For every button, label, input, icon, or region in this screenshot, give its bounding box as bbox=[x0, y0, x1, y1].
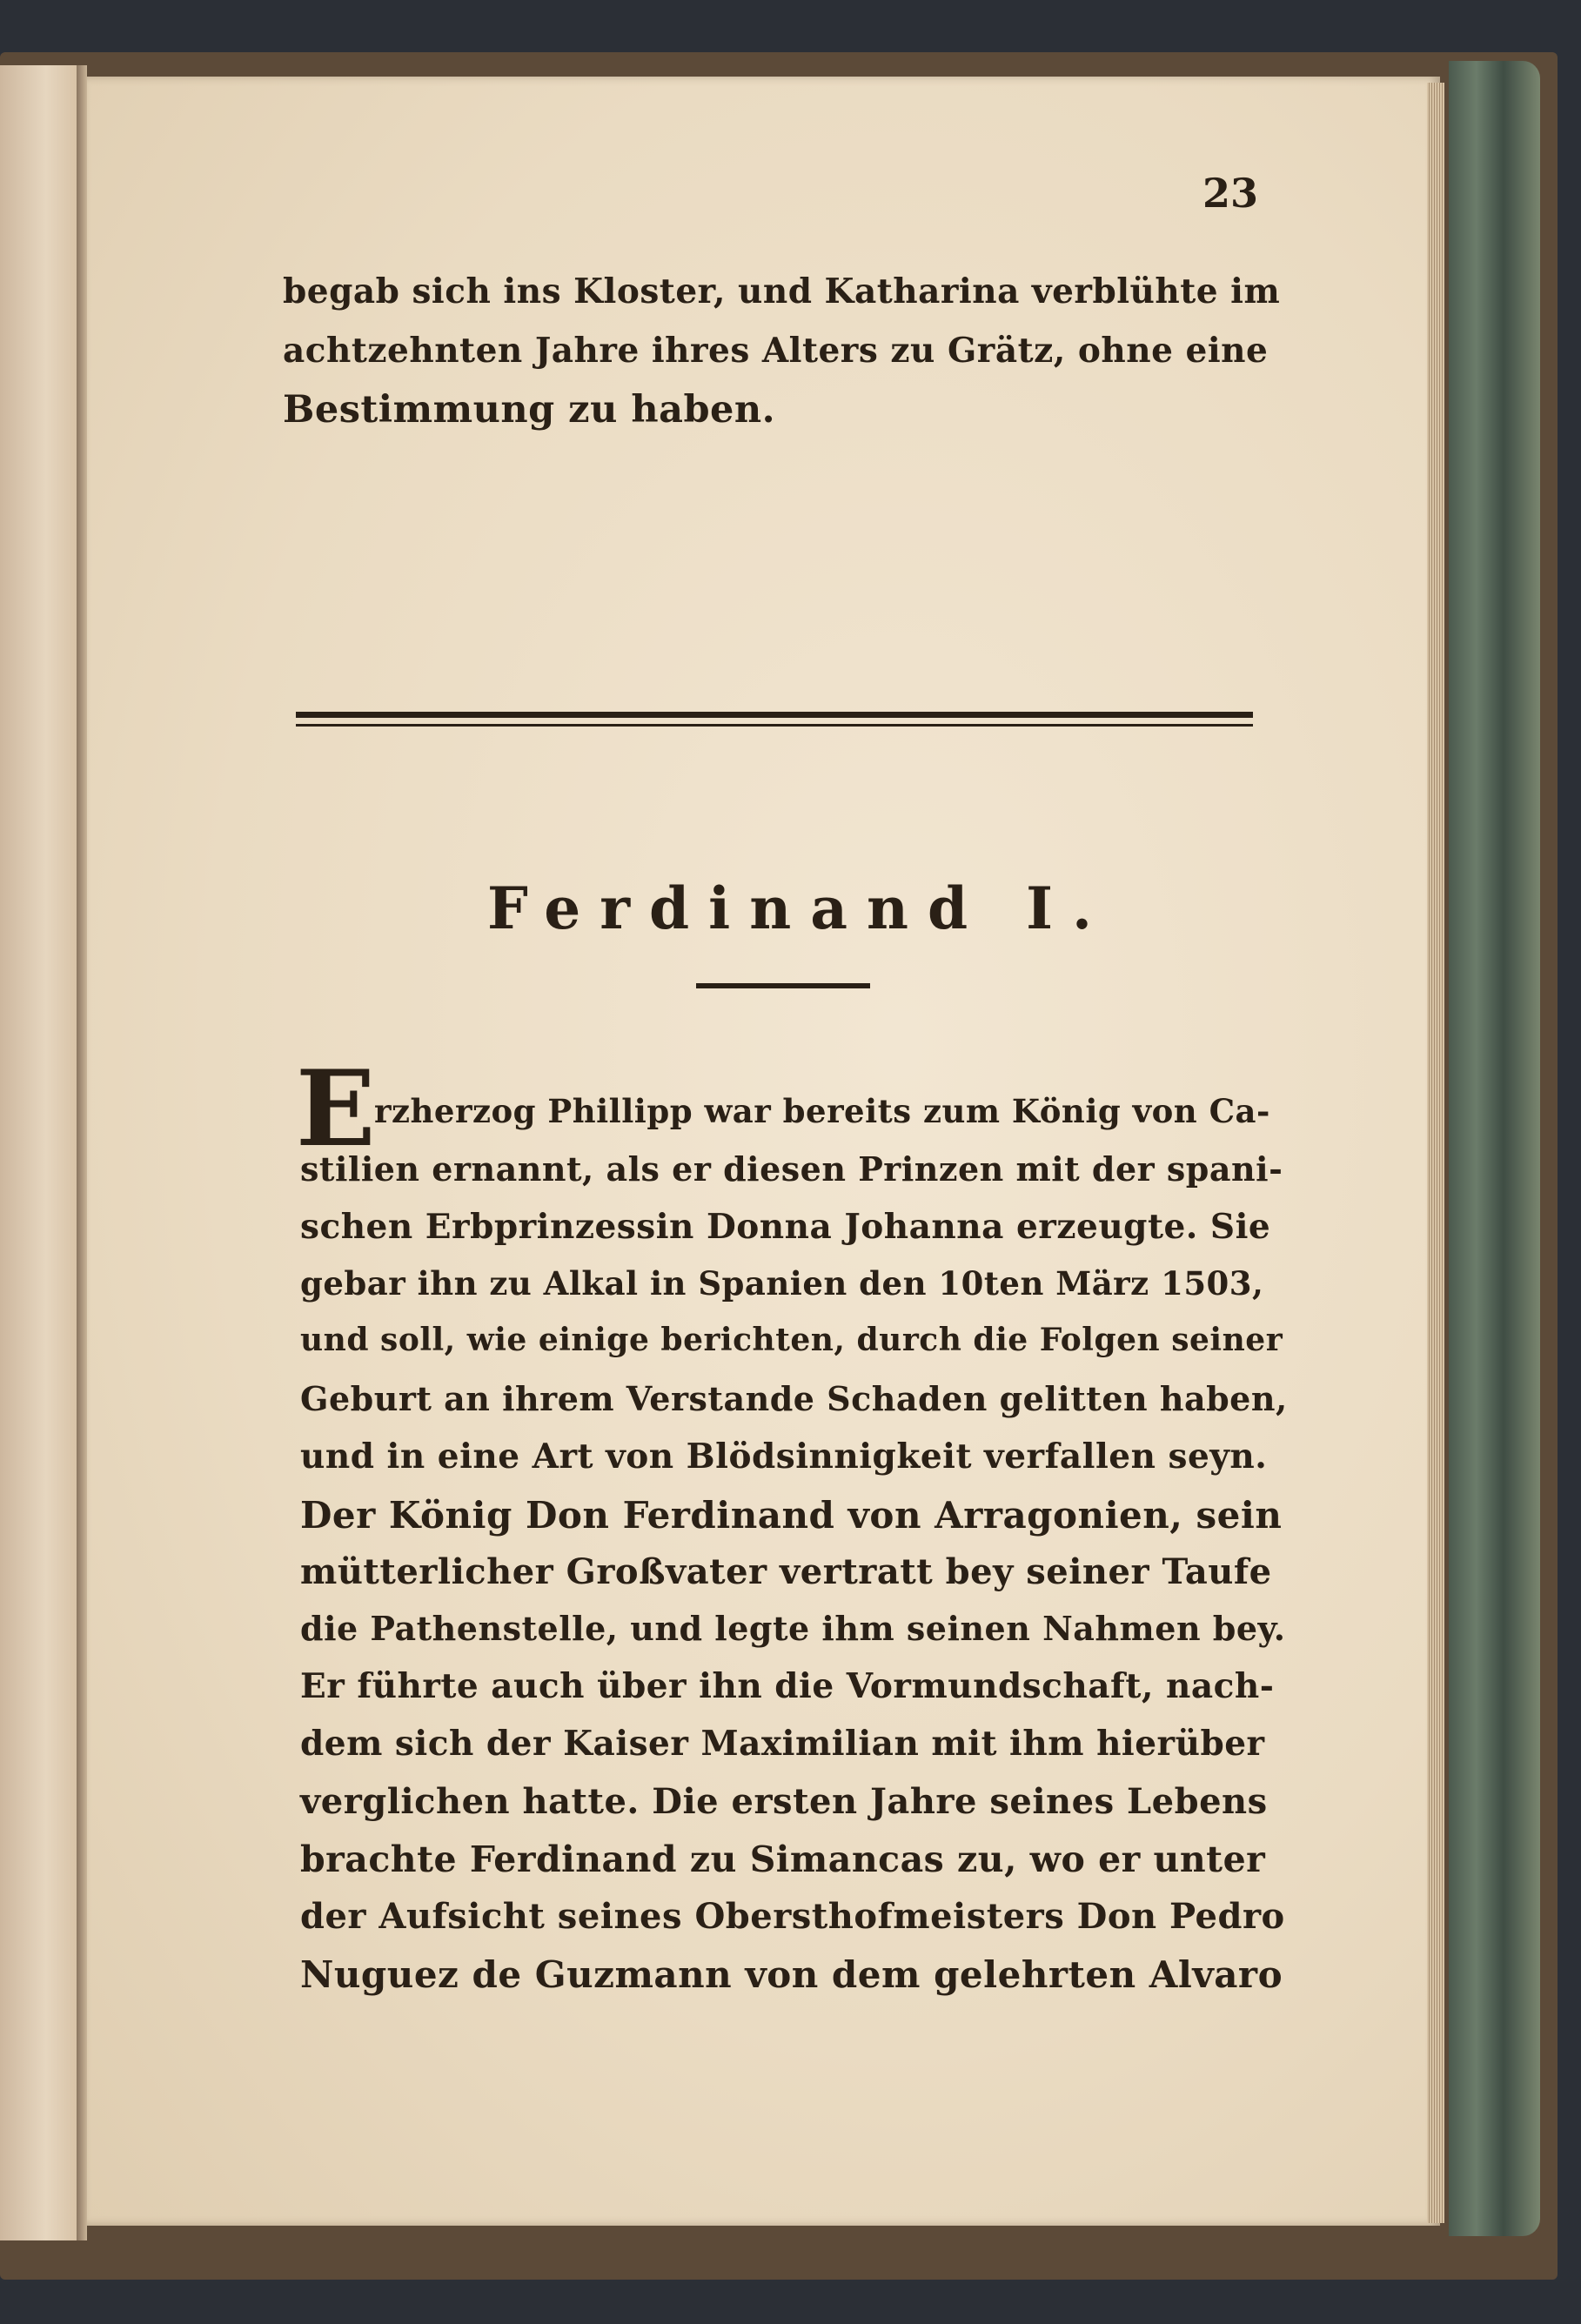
drop-cap: E bbox=[296, 1048, 376, 1170]
body-line-7: und in eine Art von Blödsinnigkeit verfallen seyn. bbox=[300, 1437, 1268, 1477]
body-line-11: Er führte auch über ihn die Vormundschaft, nach- bbox=[300, 1666, 1275, 1706]
book-gutter bbox=[77, 65, 87, 2240]
body-line-12: dem sich der Kaiser Maximilian mit ihm hierüber bbox=[300, 1724, 1265, 1764]
body-line-15: der Aufsicht seines Obersthofmeisters Don Pedro bbox=[300, 1896, 1285, 1937]
top-line-2: achtzehnten Jahre ihres Alters zu Grätz, ohne eine bbox=[283, 331, 1269, 371]
body-line-14: brachte Ferdinand zu Simancas zu, wo er unter bbox=[300, 1838, 1266, 1880]
body-line-13: verglichen hatte. Die ersten Jahre seines Lebens bbox=[300, 1781, 1268, 1822]
body-line-3: schen Erbprinzessin Donna Johanna erzeugte. Sie bbox=[300, 1207, 1271, 1247]
body-line-10: die Pathenstelle, und legte ihm seinen Nahmen bey. bbox=[300, 1609, 1286, 1648]
page-stack-edge bbox=[1427, 83, 1444, 2223]
separator-rule-thin bbox=[296, 724, 1253, 727]
body-line-5: und soll, wie einige berichten, durch die Folgen seiner bbox=[300, 1322, 1283, 1358]
left-page-edge bbox=[0, 65, 77, 2240]
body-line-8: Der König Don Ferdinand von Arragonien, sein bbox=[300, 1494, 1283, 1537]
top-line-3: Bestimmung zu haben. bbox=[283, 388, 776, 432]
chapter-title: Ferdinand I. bbox=[487, 874, 1111, 942]
body-line-1: rzherzog Phillipp war bereits zum König von Ca- bbox=[374, 1092, 1270, 1130]
body-line-9: mütterlicher Großvater vertratt bey seiner Taufe bbox=[300, 1551, 1272, 1592]
marbled-cover-edge bbox=[1449, 61, 1540, 2236]
page-number: 23 bbox=[1202, 170, 1259, 217]
body-line-2: stilien ernannt, als er diesen Prinzen mit der spani- bbox=[300, 1149, 1283, 1189]
body-line-4: gebar ihn zu Alkal in Spanien den 10ten März 1503, bbox=[300, 1264, 1264, 1303]
body-line-16: Nuguez de Guzmann von dem gelehrten Alvaro bbox=[300, 1953, 1283, 1996]
separator-rule-thick bbox=[296, 712, 1253, 718]
body-line-6: Geburt an ihrem Verstande Schaden gelitten haben, bbox=[300, 1379, 1288, 1418]
top-line-1: begab sich ins Kloster, und Katharina verblühte im bbox=[283, 271, 1281, 311]
title-underline bbox=[696, 983, 870, 988]
